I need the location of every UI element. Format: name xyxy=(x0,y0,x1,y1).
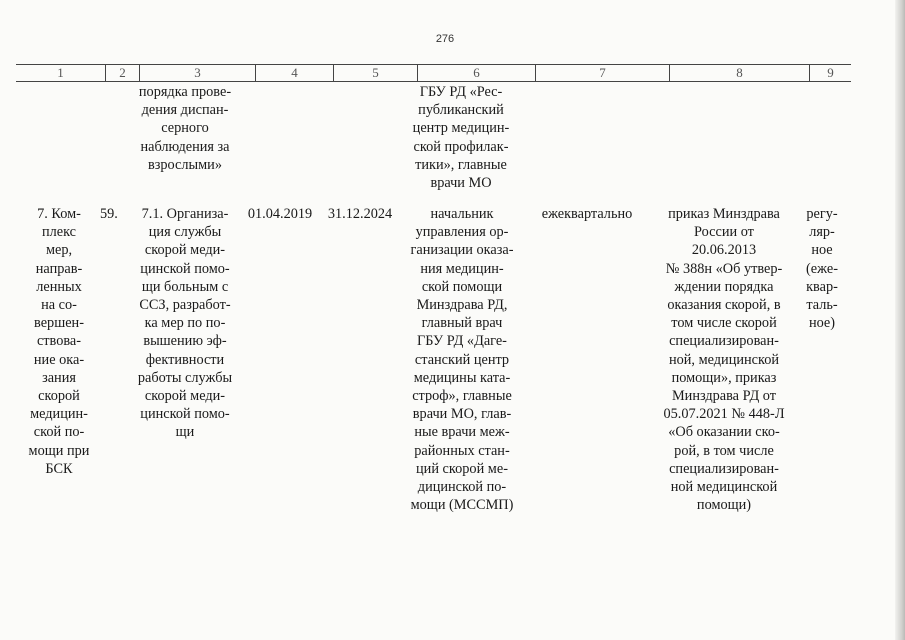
row-activity: 7.1. Организа- ция службы скорой меди- цинской помо- щи больным с ССЗ, разработ- ка мер по по- вышению эф- фективности работы службы скорой меди- цинской помо- щи xyxy=(137,206,233,441)
table-header-row xyxy=(16,64,851,82)
header-col-1: 1 xyxy=(16,65,106,81)
row-periodicity: регу- ляр- ное (еже- квар- таль- ное) xyxy=(806,206,838,332)
header-col-2: 2 xyxy=(106,65,140,81)
row-start-date: 01.04.2019 xyxy=(247,206,313,222)
continued-cell-col3: порядка прове- дения диспан- серного наблюдения за взрослыми» xyxy=(138,84,232,173)
row-frequency: ежеквартально xyxy=(541,206,633,222)
header-col-9: 9 xyxy=(827,65,834,80)
continued-cell-col6: ГБУ РД «Рес- публиканский центр медицин- ской профилак- тики», главные врачи МО xyxy=(412,84,510,192)
header-col-7: 7 xyxy=(536,65,670,81)
header-col-6: 6 xyxy=(418,65,536,81)
header-col-5: 5 xyxy=(334,65,418,81)
header-col-3: 3 xyxy=(140,65,256,81)
row-number: 59. xyxy=(100,206,118,222)
header-col-8: 8 xyxy=(670,65,810,81)
row-legal-basis: приказ Минздрава России от 20.06.2013 № 388н «Об утвер- ждении порядка оказания скорой, в том числе скорой специализирован- ной, медицинской помощи», приказ Минздрава РД от 05.07.2021 № 448-Л «Об оказании ско- рой, в том числе специализирован- ной медицинской помощи) xyxy=(663,206,785,514)
row-section-name: 7. Ком- плекс мер, направ- ленных на со- вершен- ствова- ние ока- зания скорой медицин- ской по- мощи при БСК xyxy=(28,206,90,477)
row-end-date: 31.12.2024 xyxy=(327,206,393,222)
header-col-4: 4 xyxy=(256,65,334,81)
row-responsible: начальник управления ор- ганизации оказа- ния медицин- ской помощи Минздрава РД, главный врач ГБУ РД «Даге- станский центр медицины ката- строф», главные врачи МО, глав- ные врачи меж- районных стан- ций скорой ме- дицинской по- мощи (МССМП) xyxy=(410,206,514,514)
scan-edge-shadow xyxy=(895,0,905,640)
page-number: 276 xyxy=(435,33,455,45)
